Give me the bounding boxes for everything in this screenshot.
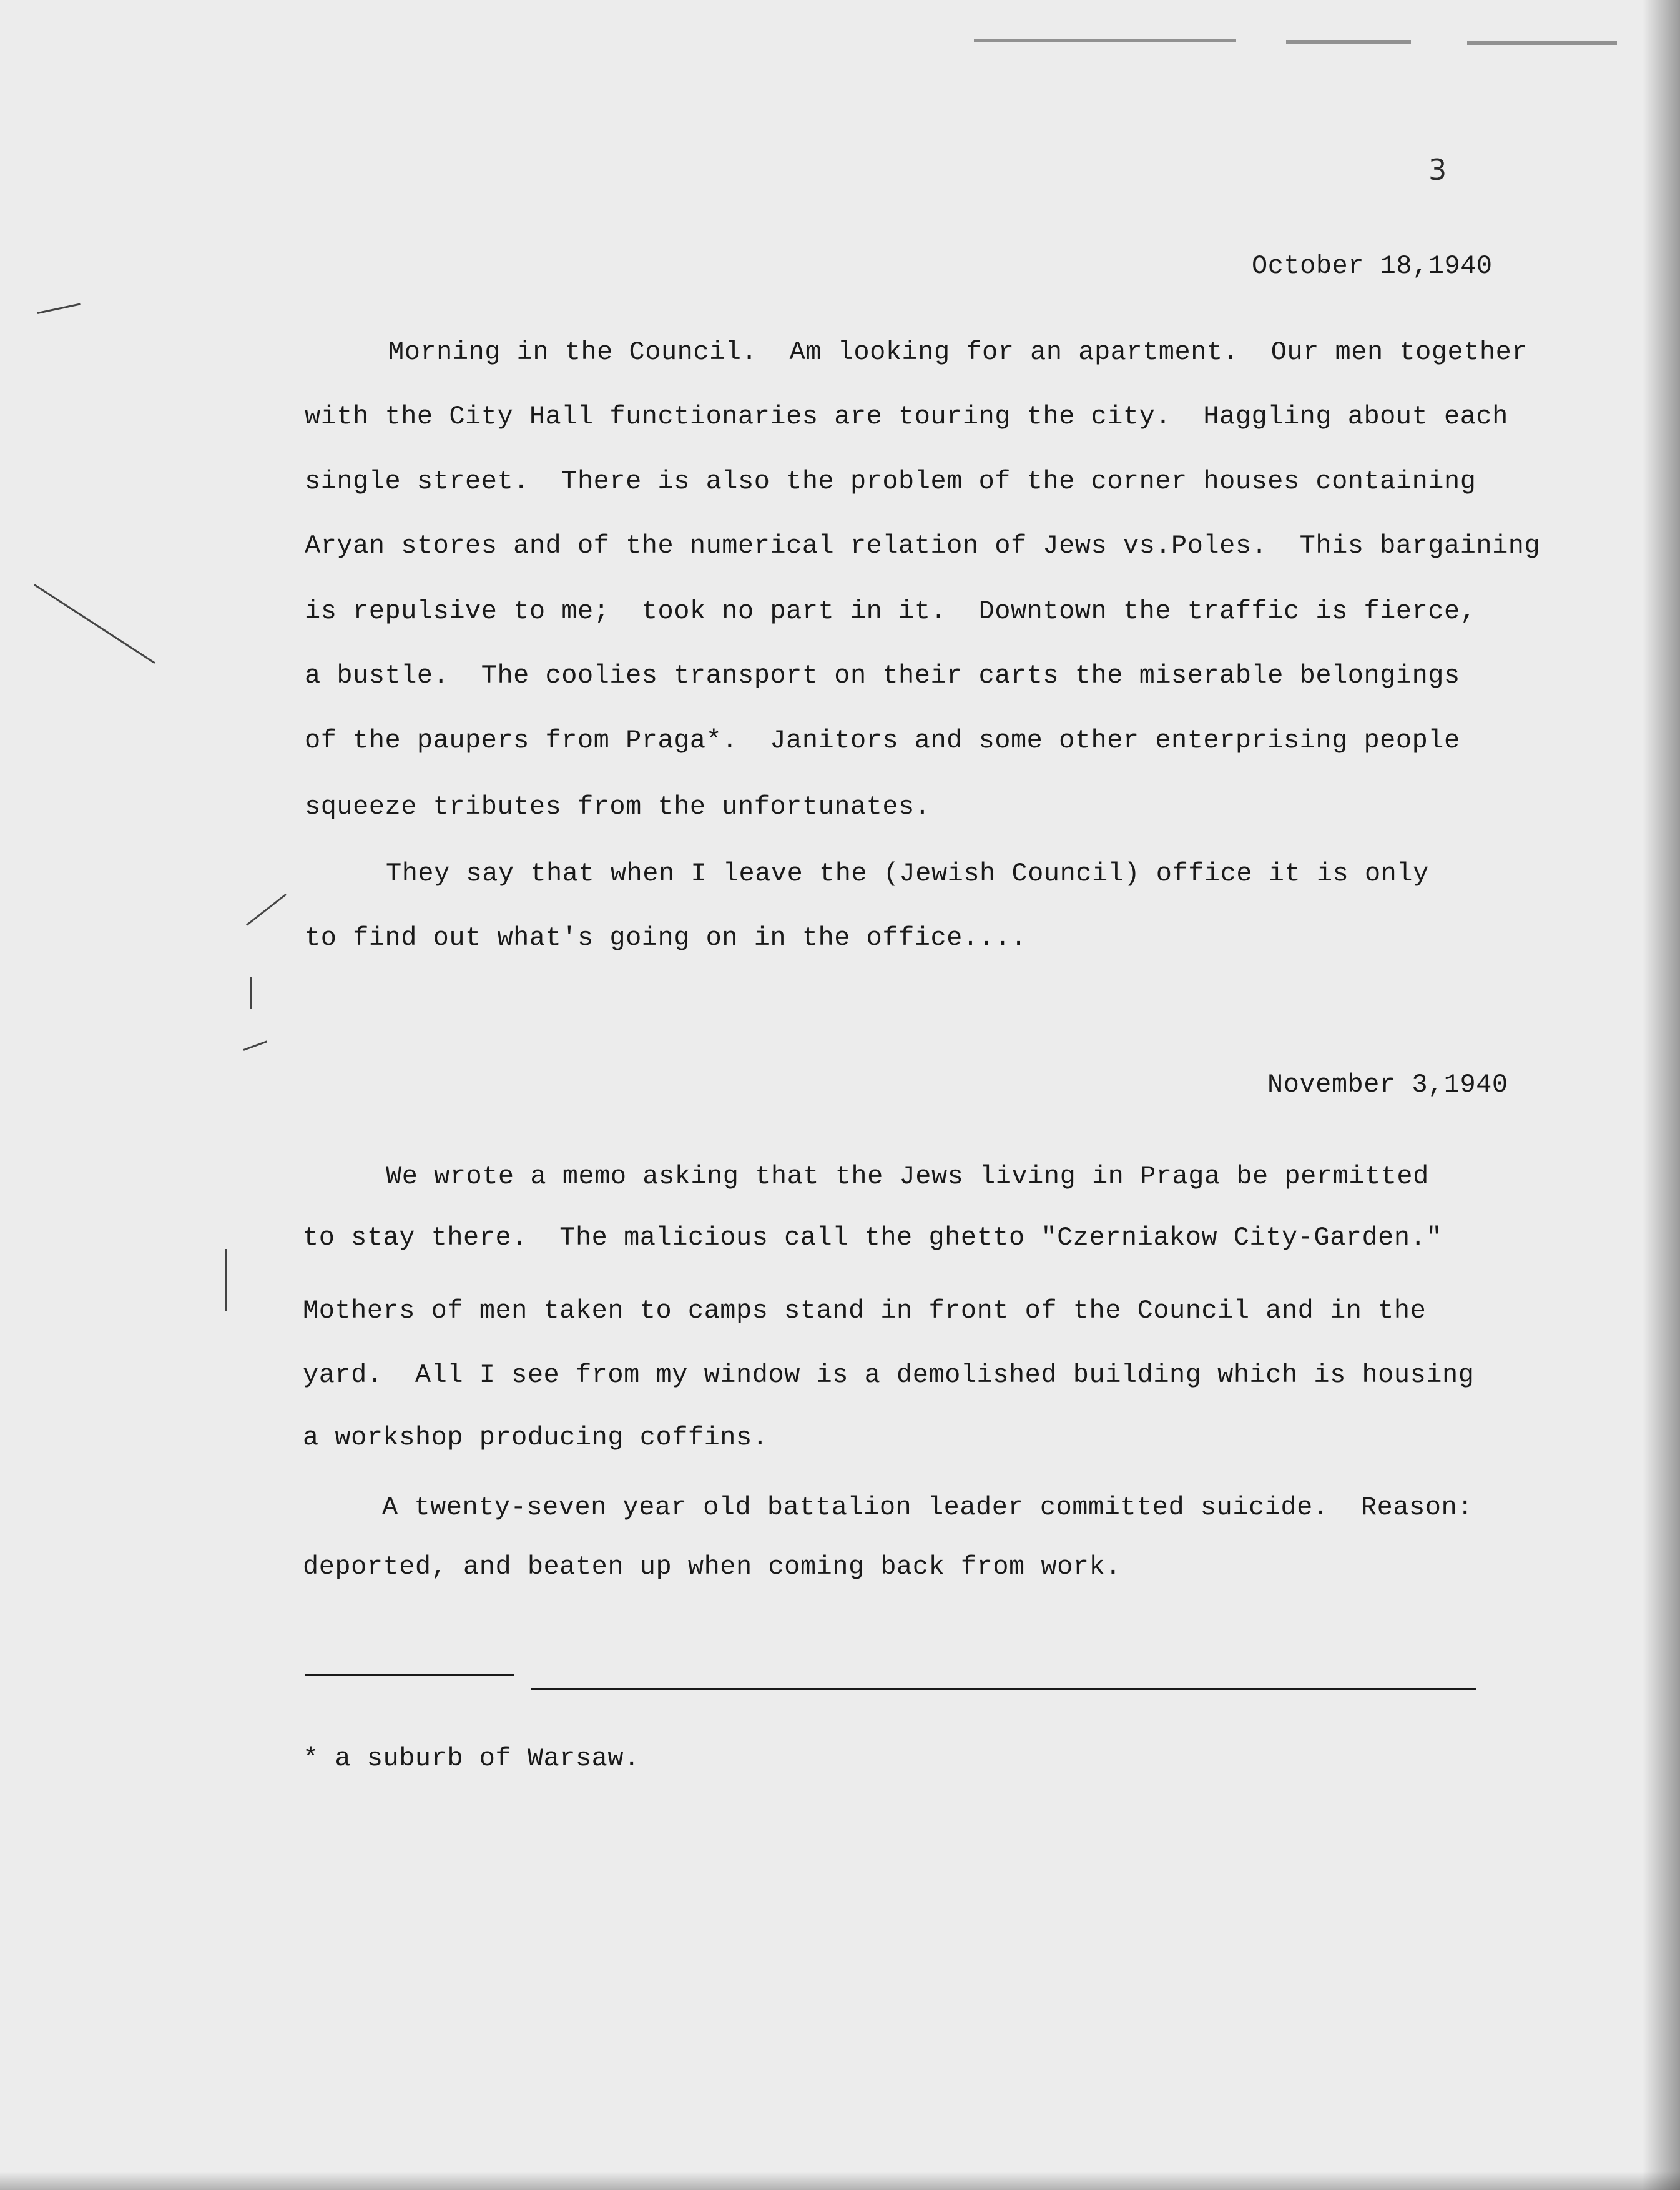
top-edge-mark (974, 39, 1236, 42)
text-line: single street. There is also the problem of the corner houses containing (305, 466, 1476, 496)
top-edge-mark (1467, 41, 1617, 45)
footnote-rule-short (305, 1674, 514, 1676)
margin-mark (243, 1040, 267, 1050)
text-line: of the paupers from Praga*. Janitors and some other enterprising people (305, 726, 1460, 756)
text-line: a bustle. The coolies transport on their carts the miserable belongings (305, 661, 1460, 691)
text-line: They say that when I leave the (Jewish Council) office it is only (386, 859, 1429, 889)
text-line: to find out what's going on in the office.... (305, 923, 1027, 953)
entry-date: October 18,1940 (1252, 251, 1493, 281)
text-line: squeeze tributes from the unfortunates. (305, 792, 931, 822)
page-number: 3 (1428, 153, 1447, 187)
text-line: is repulsive to me; took no part in it. Downtown the traffic is fierce, (305, 596, 1476, 626)
text-line: Morning in the Council. Am looking for an apartment. Our men together (388, 337, 1528, 367)
margin-mark (34, 584, 155, 664)
margin-mark (250, 977, 252, 1009)
page-edge-shadow (1643, 0, 1680, 2190)
margin-mark (246, 894, 287, 926)
text-line: yard. All I see from my window is a demolished building which is housing (303, 1360, 1475, 1390)
text-line: We wrote a memo asking that the Jews living in Praga be permitted (386, 1162, 1429, 1191)
footnote: * a suburb of Warsaw. (303, 1744, 640, 1773)
footnote-rule-long (531, 1688, 1476, 1690)
margin-mark (225, 1249, 227, 1311)
text-line: A twenty-seven year old battalion leader committed suicide. Reason: (382, 1492, 1473, 1522)
text-line: a workshop producing coffins. (303, 1423, 769, 1453)
page-bottom-shadow (0, 2171, 1680, 2190)
text-line: Mothers of men taken to camps stand in front of the Council and in the (303, 1296, 1427, 1326)
margin-mark (37, 303, 81, 313)
text-line: to stay there. The malicious call the ghetto "Czerniakow City-Garden." (303, 1223, 1442, 1253)
text-line: with the City Hall functionaries are touring the city. Haggling about each (305, 402, 1508, 432)
top-edge-mark (1286, 40, 1411, 44)
text-line: Aryan stores and of the numerical relation of Jews vs.Poles. This bargaining (305, 531, 1541, 561)
text-line: deported, and beaten up when coming back from work. (303, 1552, 1121, 1582)
entry-date: November 3,1940 (1267, 1070, 1508, 1100)
